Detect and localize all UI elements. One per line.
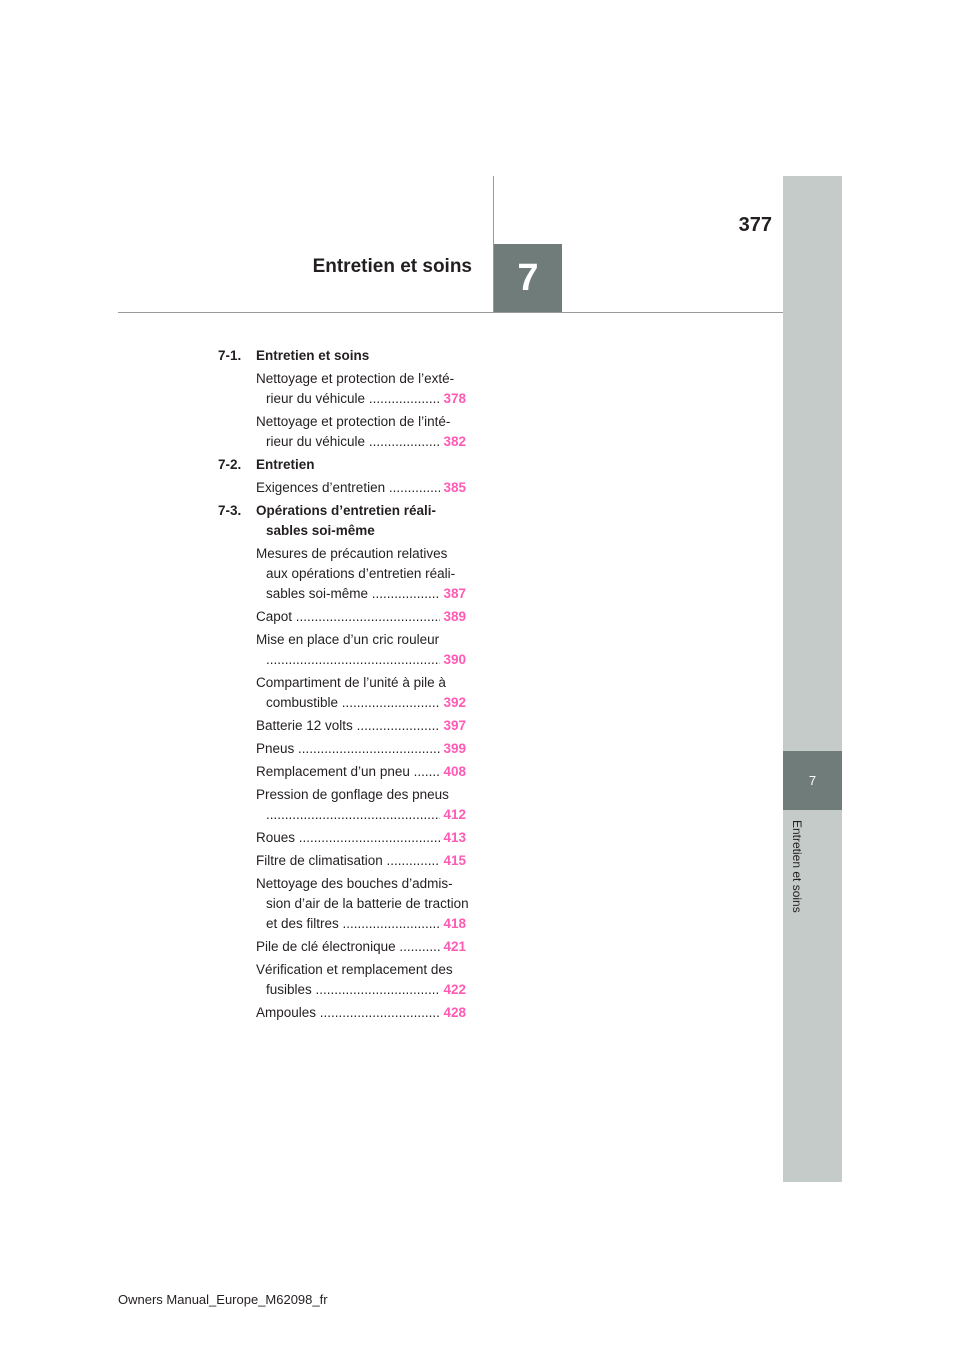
toc-entry[interactable] xyxy=(256,630,466,670)
toc-page-link[interactable]: 413 xyxy=(443,830,466,845)
toc-page-link[interactable]: 385 xyxy=(443,480,466,495)
toc-entry[interactable] xyxy=(256,937,466,957)
toc-entry-text: Ampoules ..... xyxy=(256,1003,440,1023)
toc-entry[interactable] xyxy=(256,874,469,934)
toc-page-link[interactable]: 390 xyxy=(443,652,466,667)
toc-page-link[interactable]: 397 xyxy=(443,718,466,733)
toc-entry-text: sion d’air de la batterie de traction xyxy=(266,896,469,911)
toc-section-number: 7-3. xyxy=(218,503,242,518)
table-of-contents xyxy=(214,343,474,1026)
toc-entry[interactable] xyxy=(256,1003,466,1023)
toc-entry-text: Nettoyage et protection de l’inté- xyxy=(256,414,451,429)
toc-entry-text: Pile de clé électronique ..... xyxy=(256,937,440,957)
toc-entry[interactable] xyxy=(256,544,466,604)
toc-entry[interactable] xyxy=(256,673,466,713)
toc-entry-text: Roues ..... xyxy=(256,828,440,848)
toc-entry[interactable] xyxy=(256,369,466,409)
toc-page-link[interactable]: 382 xyxy=(443,434,466,449)
toc-entry-text: Exigences d’entretien ..... xyxy=(256,478,440,498)
toc-page-link[interactable]: 421 xyxy=(443,939,466,954)
toc-entry-text xyxy=(266,805,440,825)
toc-entry-text: Remplacement d’un pneu ..... xyxy=(256,762,440,782)
toc-entry[interactable] xyxy=(256,785,466,825)
toc-page-link[interactable]: 408 xyxy=(443,764,466,779)
toc-entry[interactable] xyxy=(256,851,466,871)
toc-entry-text: Filtre de climatisation ..... xyxy=(256,851,440,871)
toc-entry[interactable] xyxy=(256,412,466,452)
toc-section-title: Opérations d’entretien réali- xyxy=(256,503,437,518)
chapter-number-box: 7 xyxy=(494,244,562,312)
toc-entry-text: sables soi-même ..... xyxy=(266,584,440,604)
toc-entry-text xyxy=(266,650,440,670)
page-number: 377 xyxy=(738,214,772,236)
toc-entry-text: Compartiment de l’unité à pile à xyxy=(256,675,446,690)
toc-entry-text: et des filtres ..... xyxy=(266,914,440,934)
toc-page-link[interactable]: 389 xyxy=(443,609,466,624)
toc-page-link[interactable]: 418 xyxy=(443,916,466,931)
toc-page-link[interactable]: 415 xyxy=(443,853,466,868)
side-chapter-label: Entretien et soins xyxy=(790,820,804,913)
toc-page-link[interactable]: 412 xyxy=(443,807,466,822)
footer-doc-id: Owners Manual_Europe_M62098_fr xyxy=(118,1292,328,1307)
toc-entry-text: combustible ..... xyxy=(266,693,440,713)
toc-page-link[interactable]: 422 xyxy=(443,982,466,997)
toc-entry[interactable] xyxy=(256,478,466,498)
side-thumb-bar xyxy=(783,176,842,1182)
toc-page-link[interactable]: 387 xyxy=(443,586,466,601)
toc-entry[interactable] xyxy=(256,828,466,848)
toc-entry-text: Batterie 12 volts ..... xyxy=(256,716,440,736)
toc-entry[interactable] xyxy=(256,607,466,627)
toc-page-link[interactable]: 399 xyxy=(443,741,466,756)
toc-section-heading xyxy=(214,346,474,366)
toc-entry-text: Pression de gonflage des pneus xyxy=(256,787,449,802)
toc-section-title: Entretien xyxy=(256,457,315,472)
toc-section-number: 7-2. xyxy=(218,457,242,472)
toc-section-heading xyxy=(214,501,474,541)
toc-entry[interactable] xyxy=(256,762,466,782)
side-chapter-tab[interactable]: 7 xyxy=(783,751,842,810)
toc-page-link[interactable]: 378 xyxy=(443,391,466,406)
toc-entry-text: Capot ..... xyxy=(256,607,440,627)
toc-section-title: sables soi-même xyxy=(266,523,375,538)
toc-section-heading xyxy=(214,455,474,475)
toc-entry-text: Pneus ..... xyxy=(256,739,440,759)
toc-section-title: Entretien et soins xyxy=(256,348,370,363)
toc-entry-text: aux opérations d’entretien réali- xyxy=(266,566,456,581)
toc-entry-text: Nettoyage des bouches d’admis- xyxy=(256,876,453,891)
header-horizontal-rule xyxy=(118,312,783,313)
toc-page-link[interactable]: 428 xyxy=(443,1005,466,1020)
toc-entry-text: Mise en place d’un cric rouleur xyxy=(256,632,440,647)
toc-entry[interactable] xyxy=(256,739,466,759)
toc-entry-text: Vérification et remplacement des xyxy=(256,962,453,977)
toc-entry-text: fusibles ..... xyxy=(266,980,440,1000)
toc-entry-text: Mesures de précaution relatives xyxy=(256,546,448,561)
toc-entry[interactable] xyxy=(256,716,466,736)
toc-entry[interactable] xyxy=(256,960,466,1000)
toc-entry-text: rieur du véhicule ..... xyxy=(266,432,440,452)
toc-entry-text: Nettoyage et protection de l’exté- xyxy=(256,371,455,386)
chapter-title: Entretien et soins xyxy=(312,256,472,277)
toc-section-number: 7-1. xyxy=(218,348,242,363)
toc-page-link[interactable]: 392 xyxy=(443,695,466,710)
toc-entry-text: rieur du véhicule ..... xyxy=(266,389,440,409)
